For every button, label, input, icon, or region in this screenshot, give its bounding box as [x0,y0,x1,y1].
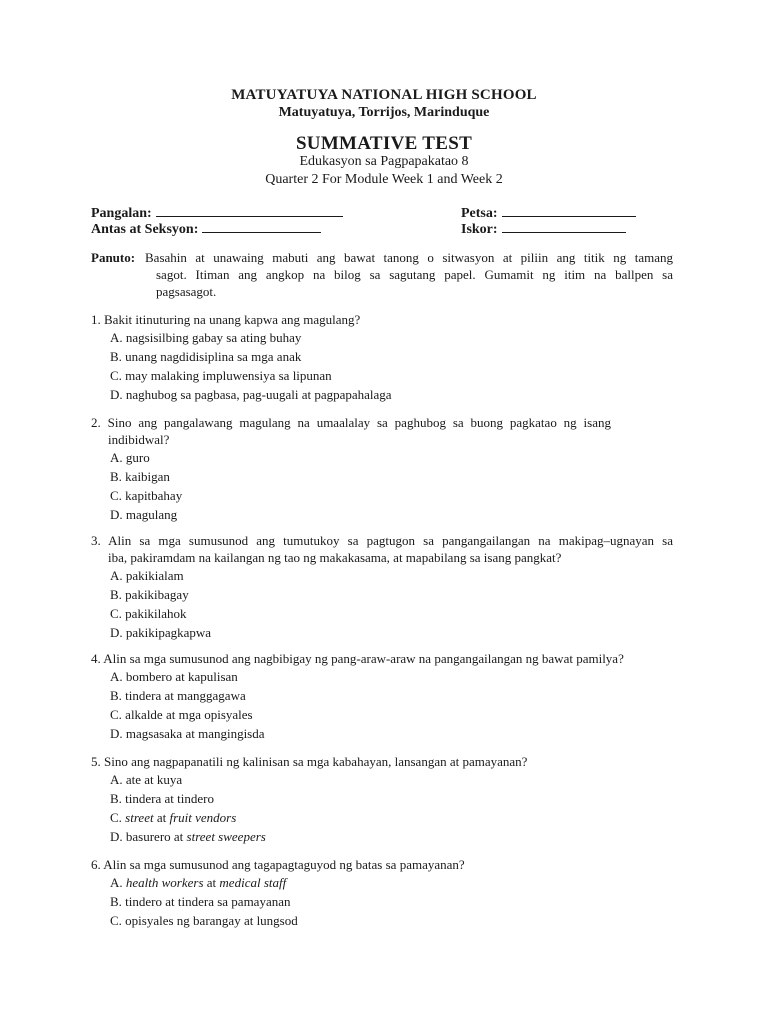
option-c[interactable]: C. opisyales ng barangay at lungsod [110,913,298,928]
option-connector: at [153,810,170,825]
option-term-b: fruit vendors [169,810,237,825]
option-d[interactable]: D. naghubog sa pagbasa, pag-uugali at pagpapahalaga [110,387,392,402]
instructions [91,249,673,300]
option-term-b: medical staff [219,875,287,890]
section-blank[interactable] [202,220,321,233]
date-blank[interactable] [502,204,636,217]
option-d[interactable] [91,827,527,846]
question-3 [91,532,673,642]
question-stem-cont: indibidwal? [108,432,170,447]
quarter-info: Quarter 2 For Module Week 1 and Week 2 [265,172,503,187]
option-c[interactable]: C. kapitbahay [110,488,183,503]
option-a[interactable]: A. ate at kuya [110,772,183,787]
school-name: MATUYATUYA NATIONAL HIGH SCHOOL [231,87,537,103]
option-b[interactable]: B. pakikibagay [110,587,189,602]
name-label: Pangalan: [91,206,152,221]
question-stem: 2. Sino ang pangalawang magulang na umaalalay sa paghubog sa buong pagkatao ng isang [91,415,611,430]
question-stem-cont: iba, pakiramdam na kailangan ng tao ng makakasama, at mapabilang sa isang pangkat? [108,550,562,565]
question-stem: 5. Sino ang nagpapanatili ng kalinisan sa mga kabahayan, lansangan at pamayanan? [91,754,528,769]
question-stem: 4. Alin sa mga sumusunod ang nagbibigay ng pang-araw-araw na pangangailangan ng bawat pamilya? [91,651,624,666]
option-b[interactable]: B. unang nagdidisiplina sa mga anak [110,349,302,364]
option-a[interactable] [91,873,465,892]
option-letter: C. [110,810,122,825]
option-c[interactable] [91,808,527,827]
option-b[interactable]: B. kaibigan [110,469,170,484]
section-field[interactable] [91,220,321,238]
option-letter: A. [110,875,123,890]
option-b[interactable]: B. tindera at tindero [110,791,214,806]
option-term-a: health workers [125,875,204,890]
option-d[interactable]: D. pakikipagkapwa [110,625,212,640]
instructions-label: Panuto: [91,250,136,265]
instructions-line-1: Basahin at unawaing mabuti ang bawat tanong o sitwasyon at piliin ang titik ng tamang [145,250,673,265]
option-text: D. basurero at [110,829,187,844]
question-6 [91,856,465,930]
school-address: Matuyatuya, Torrijos, Marinduque [278,105,490,120]
option-a[interactable]: A. guro [110,450,150,465]
option-c[interactable]: C. alkalde at mga opisyales [110,707,253,722]
date-label: Petsa: [461,206,498,221]
score-label: Iskor: [461,222,498,237]
subject-name: Edukasyon sa Pagpapakatao 8 [299,154,469,169]
instructions-line-2: sagot. Itiman ang angkop na bilog sa sagutang papel. Gumamit ng itim na ballpen sa [156,267,673,282]
question-stem: 6. Alin sa mga sumusunod ang tagapagtaguyod ng batas sa pamayanan? [91,857,465,872]
score-field[interactable] [461,220,626,238]
option-a[interactable]: A. nagsisilbing gabay sa ating buhay [110,330,302,345]
option-term-a: street [125,810,154,825]
instructions-line-3: pagsasagot. [156,284,217,299]
question-stem: 3. Alin sa mga sumusunod ang tumutukoy sa pagtugon sa pangangailangan na makipag–ugnayan sa [91,533,673,548]
test-title: SUMMATIVE TEST [295,133,473,154]
option-c[interactable]: C. may malaking impluwensiya sa lipunan [110,368,332,383]
name-blank[interactable] [156,204,343,217]
section-label: Antas at Seksyon: [91,222,199,237]
option-c[interactable]: C. pakikilahok [110,606,187,621]
option-d[interactable]: D. magulang [110,507,178,522]
question-2 [91,414,611,524]
option-a[interactable]: A. pakikialam [110,568,184,583]
option-b[interactable]: B. tindero at tindera sa pamayanan [110,894,291,909]
option-term-b: street sweepers [186,829,266,844]
question-4 [91,650,624,743]
option-b[interactable]: B. tindera at manggagawa [110,688,246,703]
question-5 [91,753,527,846]
option-connector: at [203,875,220,890]
option-a[interactable]: A. bombero at kapulisan [110,669,238,684]
option-d[interactable]: D. magsasaka at mangingisda [110,726,265,741]
score-blank[interactable] [502,220,626,233]
question-1 [91,311,392,404]
question-stem: 1. Bakit itinuturing na unang kapwa ang magulang? [91,312,361,327]
